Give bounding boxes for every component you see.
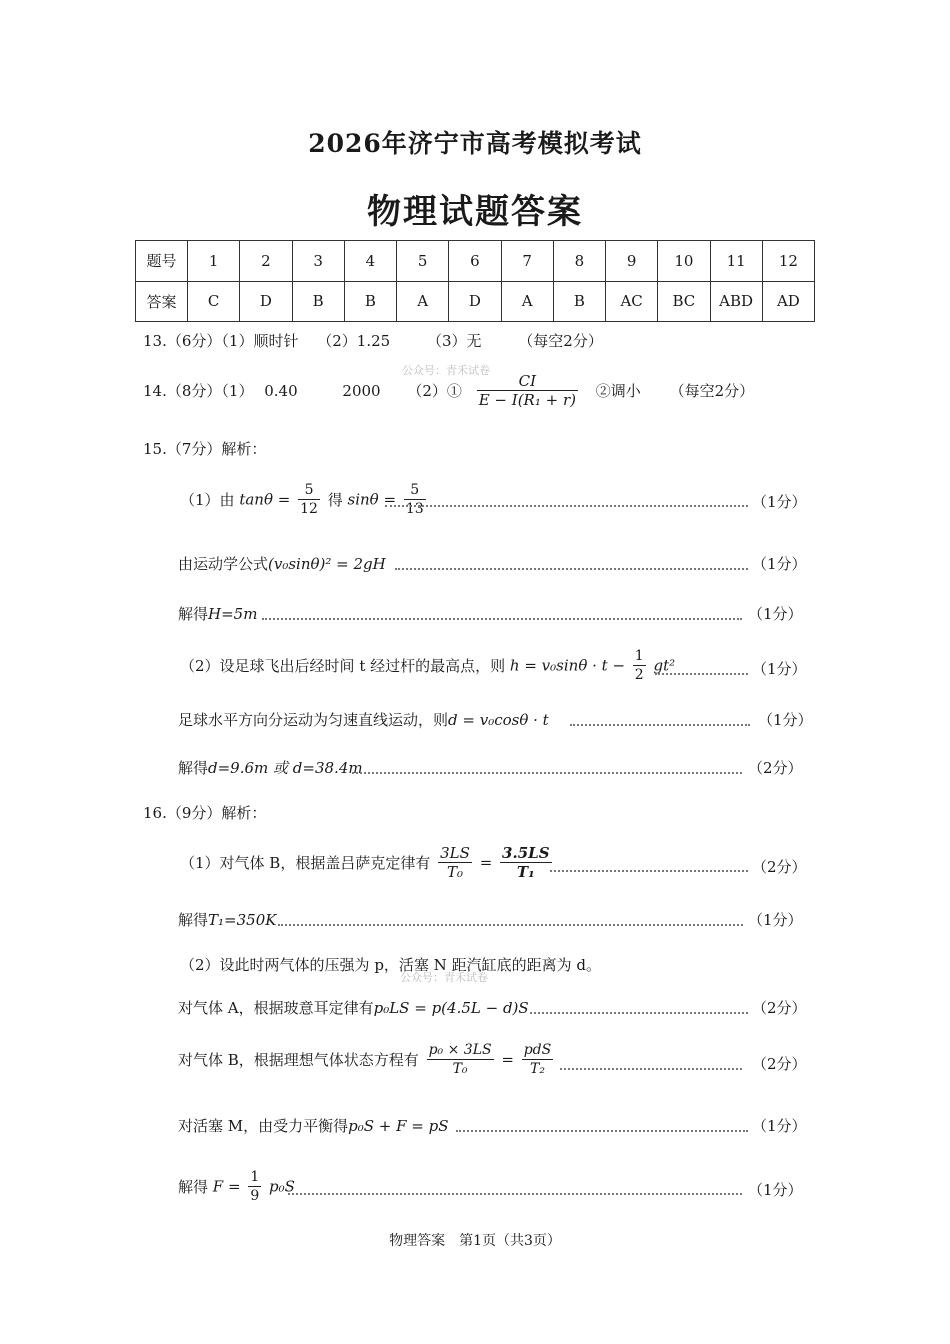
fraction-numerator: 1	[634, 648, 644, 664]
q15-line-3	[178, 603, 257, 624]
fraction-numerator: 5	[404, 481, 426, 500]
q15-l1-frac-2	[404, 481, 426, 518]
q15-l6-text: 解得	[178, 759, 209, 777]
question-number-cell: 1	[188, 241, 240, 282]
q14-note: （每空2分）	[669, 382, 755, 400]
page-footer: 物理答案 第1页（共3页）	[389, 1233, 561, 1249]
watermark: 公众号：青禾试卷	[400, 971, 488, 984]
question-number-cell: 6	[449, 241, 501, 282]
question-number-cell: 8	[553, 241, 605, 282]
q16-line-4	[178, 997, 529, 1018]
fraction-numerator: p₀ × 3LS	[428, 1042, 492, 1058]
fraction-numerator: 1	[250, 1169, 260, 1185]
q15-l5-text: 足球水平方向分运动为匀速直线运动，则	[178, 711, 449, 729]
q14-part2-prefix: （2）①	[407, 382, 462, 400]
q16-line-2	[178, 909, 276, 930]
q15-l4-text: （2）设足球飞出后经时间 t 经过杆的最高点，则	[180, 657, 506, 675]
leader-dots	[385, 505, 748, 507]
question-number-cell: 5	[397, 241, 449, 282]
q16-score-6: （1分）	[748, 1181, 803, 1199]
fraction-denominator: 2	[634, 667, 644, 683]
fraction-numerator: 3.5LS	[502, 844, 550, 862]
q13-part1: （1）顺时针	[221, 332, 299, 350]
leader-dots	[550, 870, 748, 872]
q16-l6-eq: p₀S + F = pS	[348, 1117, 449, 1135]
leader-dots	[278, 924, 743, 926]
table-row-answers	[136, 281, 815, 322]
q14-value-1: 0.40	[264, 381, 298, 400]
q16-l1-frac-1	[438, 844, 472, 881]
q16-score-4: （2分）	[752, 1055, 807, 1073]
q16-l5-frac-2	[522, 1041, 554, 1078]
q15-l4-frac	[633, 647, 646, 684]
document-title: 物理试题答案	[367, 192, 583, 232]
answer-cell: AD	[762, 281, 814, 322]
leader-dots	[352, 772, 742, 774]
q15-score-6: （2分）	[748, 759, 803, 777]
q16-l4-eq: p₀LS = p(4.5L − d)S	[373, 999, 529, 1017]
question-number-cell: 2	[240, 241, 292, 282]
answer-cell: BC	[658, 281, 710, 322]
q16-l5-frac-1	[427, 1041, 494, 1078]
fraction-denominator: 13	[405, 501, 424, 517]
answer-cell: D	[449, 281, 501, 322]
q15-score-2: （1分）	[752, 555, 807, 573]
leader-dots	[570, 724, 750, 726]
leader-dots	[560, 1068, 742, 1070]
fraction-denominator: T₁	[516, 863, 535, 881]
q13-part3: （3）无	[426, 332, 482, 350]
q15-l4-eq-a: h = v₀sinθ · t −	[509, 656, 626, 675]
q16-line-1	[180, 844, 555, 881]
q16-l7-frac	[248, 1168, 261, 1205]
question-number-cell: 4	[344, 241, 396, 282]
q16-l1-eq: =	[479, 853, 493, 872]
question-number-cell: 3	[292, 241, 344, 282]
leader-dots	[395, 568, 748, 570]
q16-score-5: （1分）	[752, 1117, 807, 1135]
q15-line-6	[178, 757, 363, 778]
exam-title: 2026年济宁市高考模拟考试	[308, 129, 642, 158]
q16-line-7	[178, 1168, 295, 1205]
q15-line-5	[178, 709, 549, 730]
q15-l2-text: 由运动学公式	[178, 555, 269, 573]
fraction-denominator: T₀	[447, 863, 464, 881]
q16-score-1: （2分）	[752, 858, 807, 876]
q14-label: 14.（8分）	[143, 382, 222, 400]
q15-l1-frac-1	[298, 481, 320, 518]
question-number-cell: 7	[501, 241, 553, 282]
q15-l3-text: 解得	[178, 605, 209, 623]
fraction-numerator: 3LS	[440, 844, 470, 862]
fraction-denominator: 9	[250, 1188, 260, 1204]
leader-dots	[262, 618, 742, 620]
q16-l6-text: 对活塞 M，由受力平衡得	[178, 1117, 349, 1135]
leader-dots	[530, 1012, 748, 1014]
q14-value-2: 2000	[342, 381, 381, 400]
q15-l2-eq: (v₀sinθ)² = 2gH	[268, 555, 386, 573]
q15-label: 15.（7分）解析：	[143, 440, 267, 458]
q16-line-6	[178, 1115, 449, 1136]
q16-score-2: （1分）	[748, 911, 803, 929]
question-number-cell: 9	[606, 241, 658, 282]
q16-l2-eq: T₁=350K	[208, 911, 277, 929]
q13-line	[143, 330, 603, 351]
q15-score-5: （1分）	[758, 711, 813, 729]
answer-cell: AC	[606, 281, 658, 322]
leader-dots	[456, 1130, 748, 1132]
q15-line-4	[180, 647, 675, 684]
q16-score-3: （2分）	[752, 999, 807, 1017]
leader-dots	[288, 1193, 742, 1195]
q16-label: 16.（9分）解析：	[143, 804, 267, 822]
fraction-denominator: T₀	[452, 1061, 468, 1077]
fraction-numerator: pdS	[523, 1042, 552, 1058]
answer-cell: D	[240, 281, 292, 322]
q14-fraction	[477, 372, 578, 409]
q15-score-3: （1分）	[748, 605, 803, 623]
q15-l3-eq: H=5m	[208, 605, 258, 623]
q15-l5-eq: d = v₀cosθ · t	[448, 711, 549, 729]
leader-dots	[655, 673, 748, 675]
q16-l7-eq-a: F =	[212, 1177, 241, 1196]
q13-part2: （2）1.25	[317, 332, 391, 350]
question-number-cell: 11	[710, 241, 762, 282]
q15-l6-eq: d=9.6m 或 d=38.4m	[208, 759, 363, 777]
answer-table	[135, 240, 815, 322]
q15-line-1	[180, 481, 429, 518]
q15-line-2	[178, 553, 386, 574]
q14-line	[143, 372, 754, 409]
q16-l4-text: 对气体 A，根据玻意耳定律有	[178, 999, 374, 1017]
q16-line-5	[178, 1041, 556, 1078]
q15-l1-tan: tanθ =	[239, 490, 291, 509]
q14-part2b: ②调小	[595, 382, 641, 400]
question-number-cell: 10	[658, 241, 710, 282]
q14-part1-prefix: （1）	[221, 382, 254, 400]
q16-l1-text: （1）对气体 B，根据盖吕萨克定律有	[180, 854, 431, 872]
q16-l7-eq-b: p₀S	[269, 1177, 295, 1196]
q16-l7-text: 解得	[178, 1178, 209, 1196]
fraction-numerator: 5	[298, 481, 320, 500]
question-number-cell: 12	[762, 241, 814, 282]
answer-cell: ABD	[710, 281, 762, 322]
q16-l2-text: 解得	[178, 911, 209, 929]
answer-cell: B	[292, 281, 344, 322]
q16-l1-frac-2	[500, 844, 551, 881]
answer-cell: A	[397, 281, 449, 322]
answer-cell: A	[501, 281, 553, 322]
fraction-denominator: E − I(R₁ + r)	[478, 391, 576, 409]
answer-cell: B	[553, 281, 605, 322]
q16-l5-eq: =	[501, 1050, 514, 1069]
q16-line-3: （2）设此时两气体的压强为 p，活塞 N 距汽缸底的距离为 d。	[180, 956, 601, 974]
q13-note: （每空2分）	[518, 332, 603, 350]
q15-l4-eq-b: gt²	[653, 656, 676, 675]
q15-l1-sin: sinθ =	[347, 490, 397, 509]
q15-score-1: （1分）	[752, 493, 807, 511]
q15-score-4: （1分）	[752, 660, 807, 678]
q15-l1-mid: 得	[327, 491, 343, 509]
row-label: 答案	[136, 281, 188, 322]
fraction-denominator: T₂	[530, 1061, 545, 1077]
table-row-numbers	[136, 241, 815, 282]
fraction-denominator: 12	[300, 501, 318, 517]
row-label: 题号	[136, 241, 188, 282]
q13-label: 13.（6分）	[143, 332, 222, 350]
answer-cell: C	[188, 281, 240, 322]
answer-cell: B	[344, 281, 396, 322]
q15-l1-prefix: （1）由	[180, 491, 235, 509]
q16-l5-text: 对气体 B，根据理想气体状态方程有	[178, 1051, 419, 1069]
fraction-numerator: CI	[477, 372, 578, 391]
watermark: 公众号：青禾试卷	[402, 364, 490, 377]
